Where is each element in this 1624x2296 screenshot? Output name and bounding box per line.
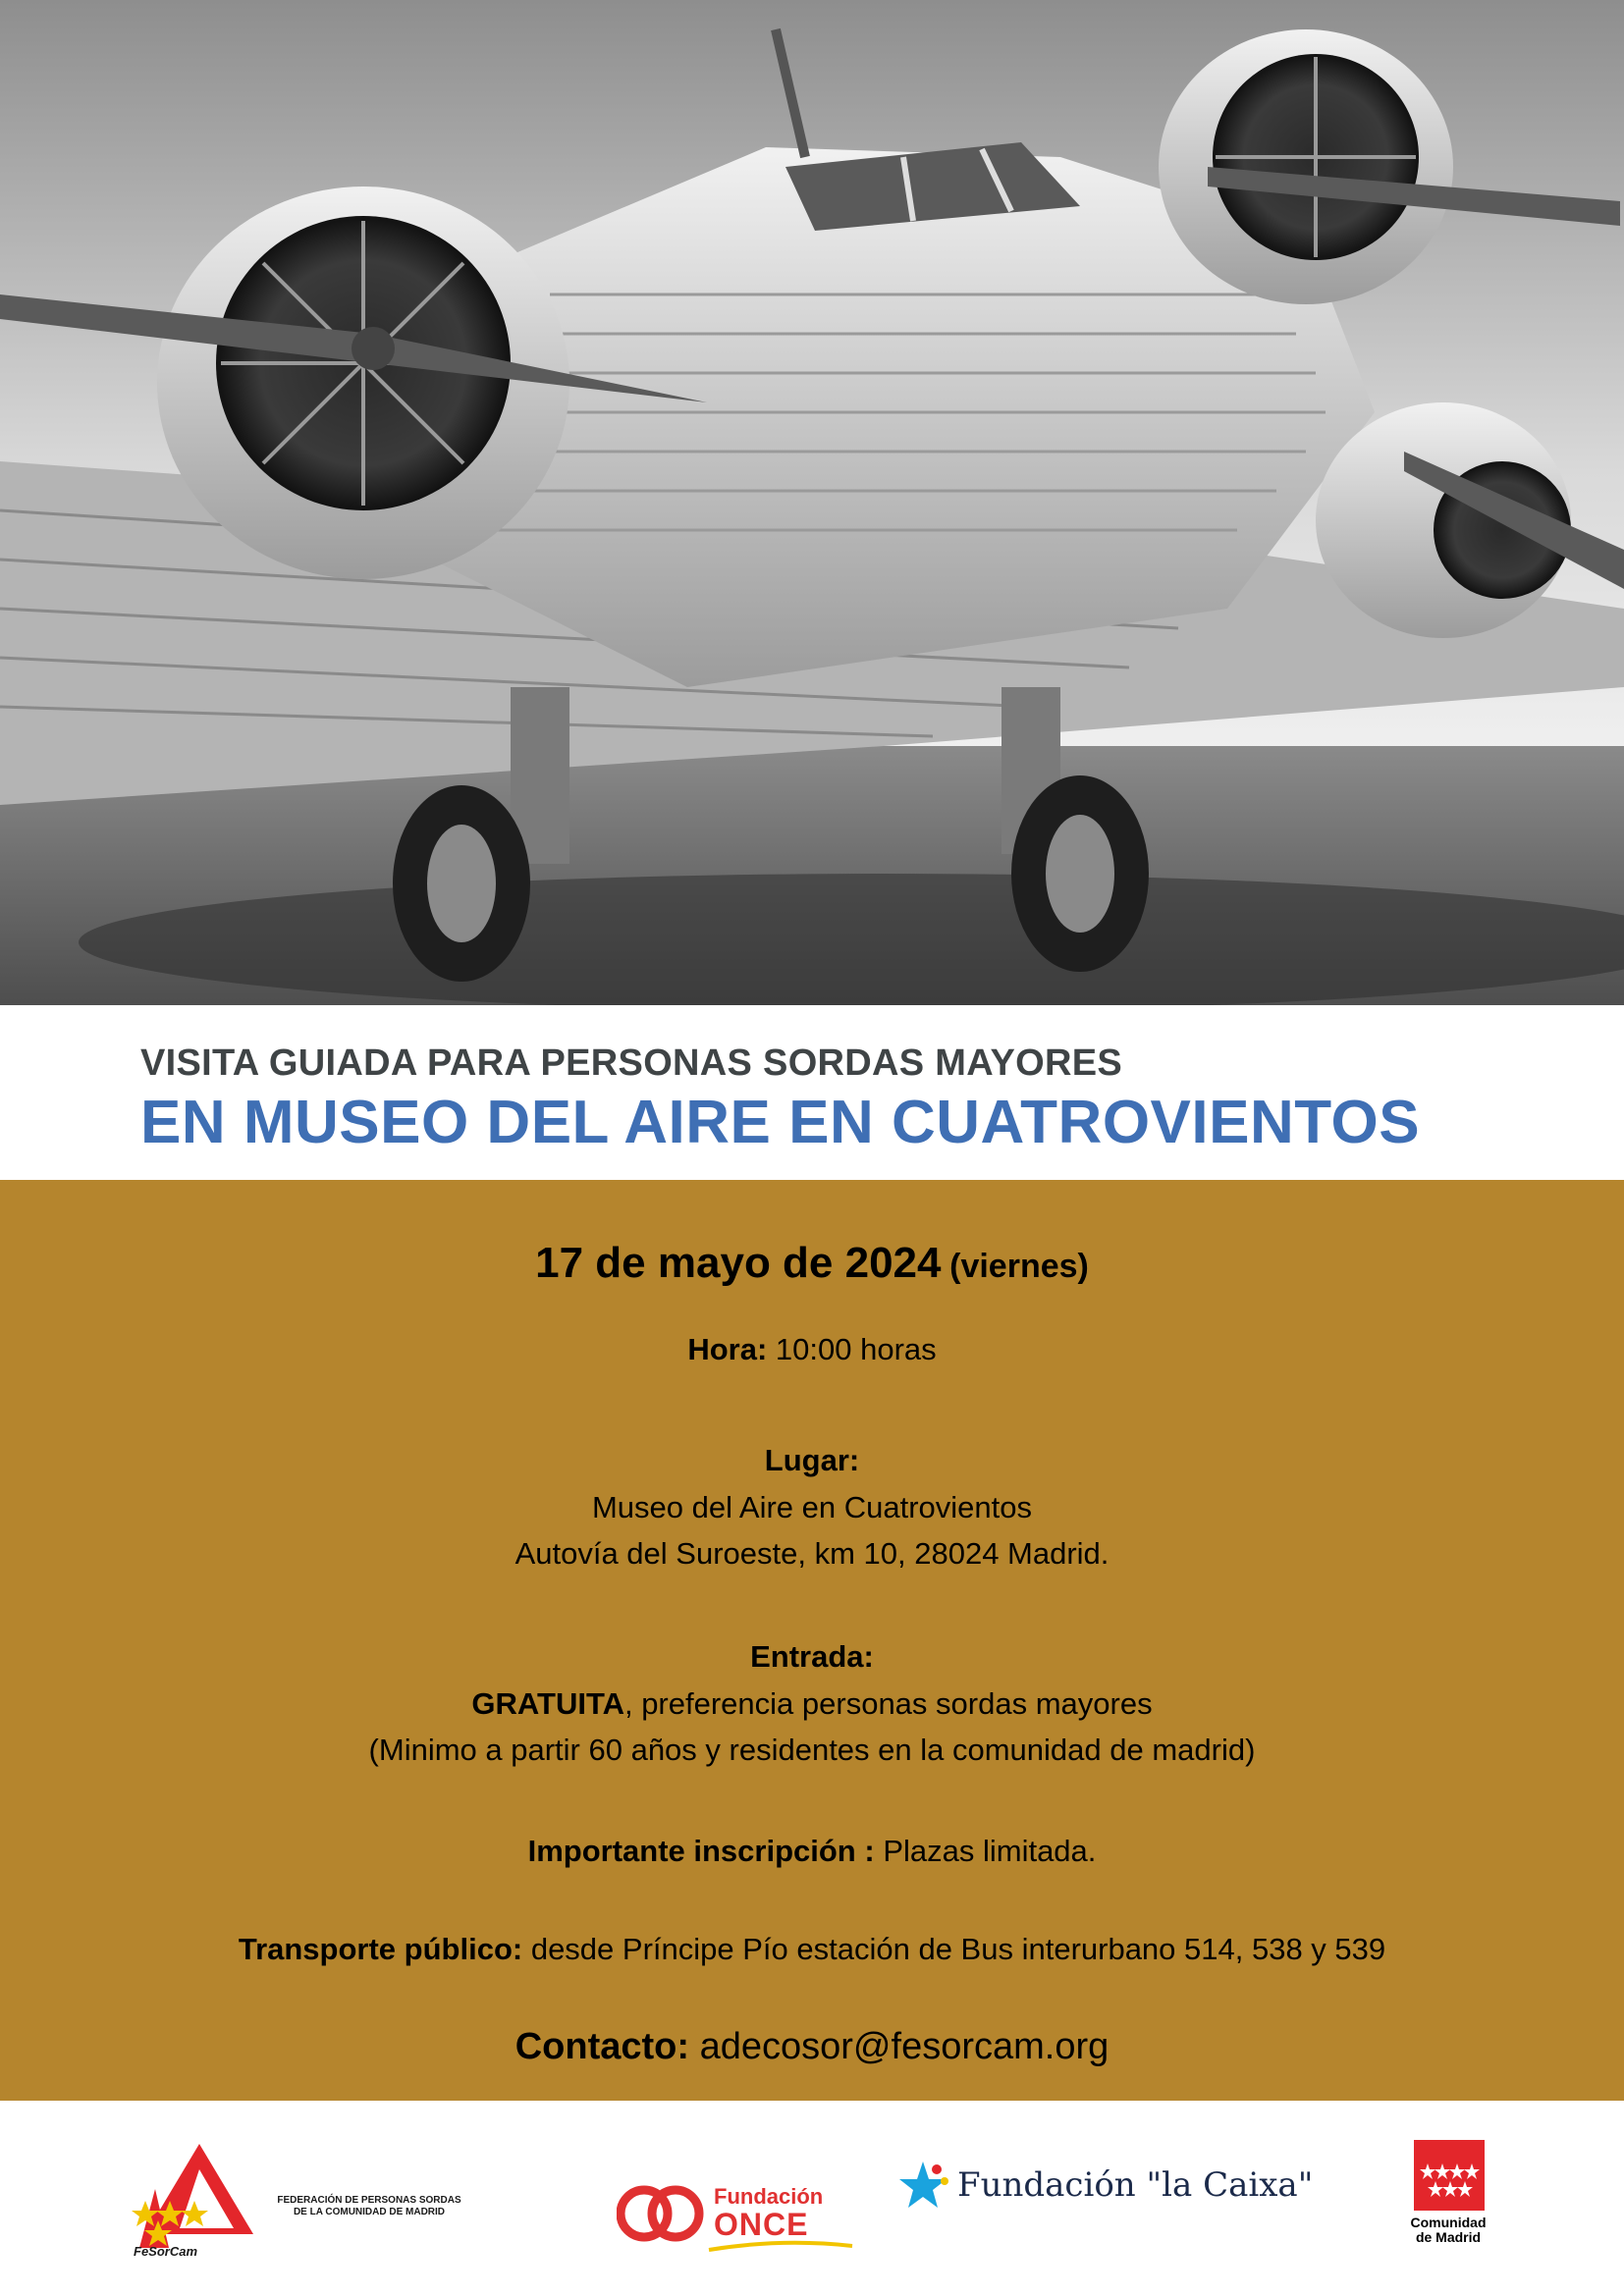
lugar-label: Lugar: [764, 1443, 860, 1477]
event-info-panel [0, 1180, 1624, 2101]
transporte-value: desde Príncipe Pío estación de Bus interurbano 514, 538 y 539 [530, 1932, 1386, 1966]
event-subtitle: VISITA GUIADA PARA PERSONAS SORDAS MAYORES [140, 1042, 1123, 1084]
caixa-star-icon [895, 2158, 950, 2213]
fesorcam-name: FeSorCam [134, 2244, 198, 2258]
hora-label: Hora: [687, 1332, 768, 1366]
fesorcam-caption [266, 2195, 472, 2218]
once-swoosh-icon [707, 2236, 854, 2256]
madrid-line1: Comunidad [1410, 2215, 1487, 2230]
event-weekday: (viernes) [949, 1248, 1089, 1285]
event-date-line [0, 1239, 1624, 1288]
comunidad-madrid-logo [1414, 2140, 1485, 2211]
comunidad-madrid-caption [1404, 2216, 1492, 2245]
fesorcam-line1: FEDERACIÓN DE PERSONAS SORDAS [277, 2195, 461, 2206]
transporte-label: Transporte público: [238, 1932, 523, 1966]
hora-line [0, 1332, 1624, 1367]
entrada-rest: , preferencia personas sordas mayores [623, 1686, 1153, 1721]
contacto-label: Contacto: [514, 2026, 690, 2067]
transporte-line [0, 1932, 1624, 1967]
contacto-line [0, 2026, 1624, 2068]
fesorcam-logo [126, 2140, 273, 2258]
entrada-strong: GRATUITA [471, 1686, 624, 1721]
airplane-photo [0, 0, 1624, 1005]
fesorcam-line2: DE LA COMUNIDAD DE MADRID [293, 2207, 446, 2217]
lugar-line2: Autovía del Suroeste, km 10, 28024 Madrid. [514, 1536, 1110, 1571]
caixa-name: Fundación "la Caixa" [957, 2165, 1314, 2205]
inscripcion-label: Importante inscripción : [527, 1834, 875, 1868]
once-line1: Fundación [714, 2184, 824, 2209]
event-date: 17 de mayo de 2024 [535, 1239, 942, 1287]
once-line2: ONCE [714, 2207, 809, 2242]
entrada-note: (Minimo a partir 60 años y residentes en la comunidad de madrid) [368, 1733, 1256, 1767]
contacto-email[interactable]: adecosor@fesorcam.org [699, 2026, 1110, 2067]
madrid-line2: de Madrid [1415, 2229, 1482, 2245]
event-title: EN MUSEO DEL AIRE EN CUATROVIENTOS [140, 1089, 1421, 1156]
inscripcion-value: Plazas limitada. [883, 1834, 1097, 1868]
lugar-line1: Museo del Aire en Cuatrovientos [591, 1490, 1033, 1524]
entrada-line [0, 1686, 1624, 1722]
hora-value: 10:00 horas [775, 1332, 937, 1366]
inscripcion-line [0, 1834, 1624, 1869]
entrada-label: Entrada: [750, 1639, 874, 1674]
